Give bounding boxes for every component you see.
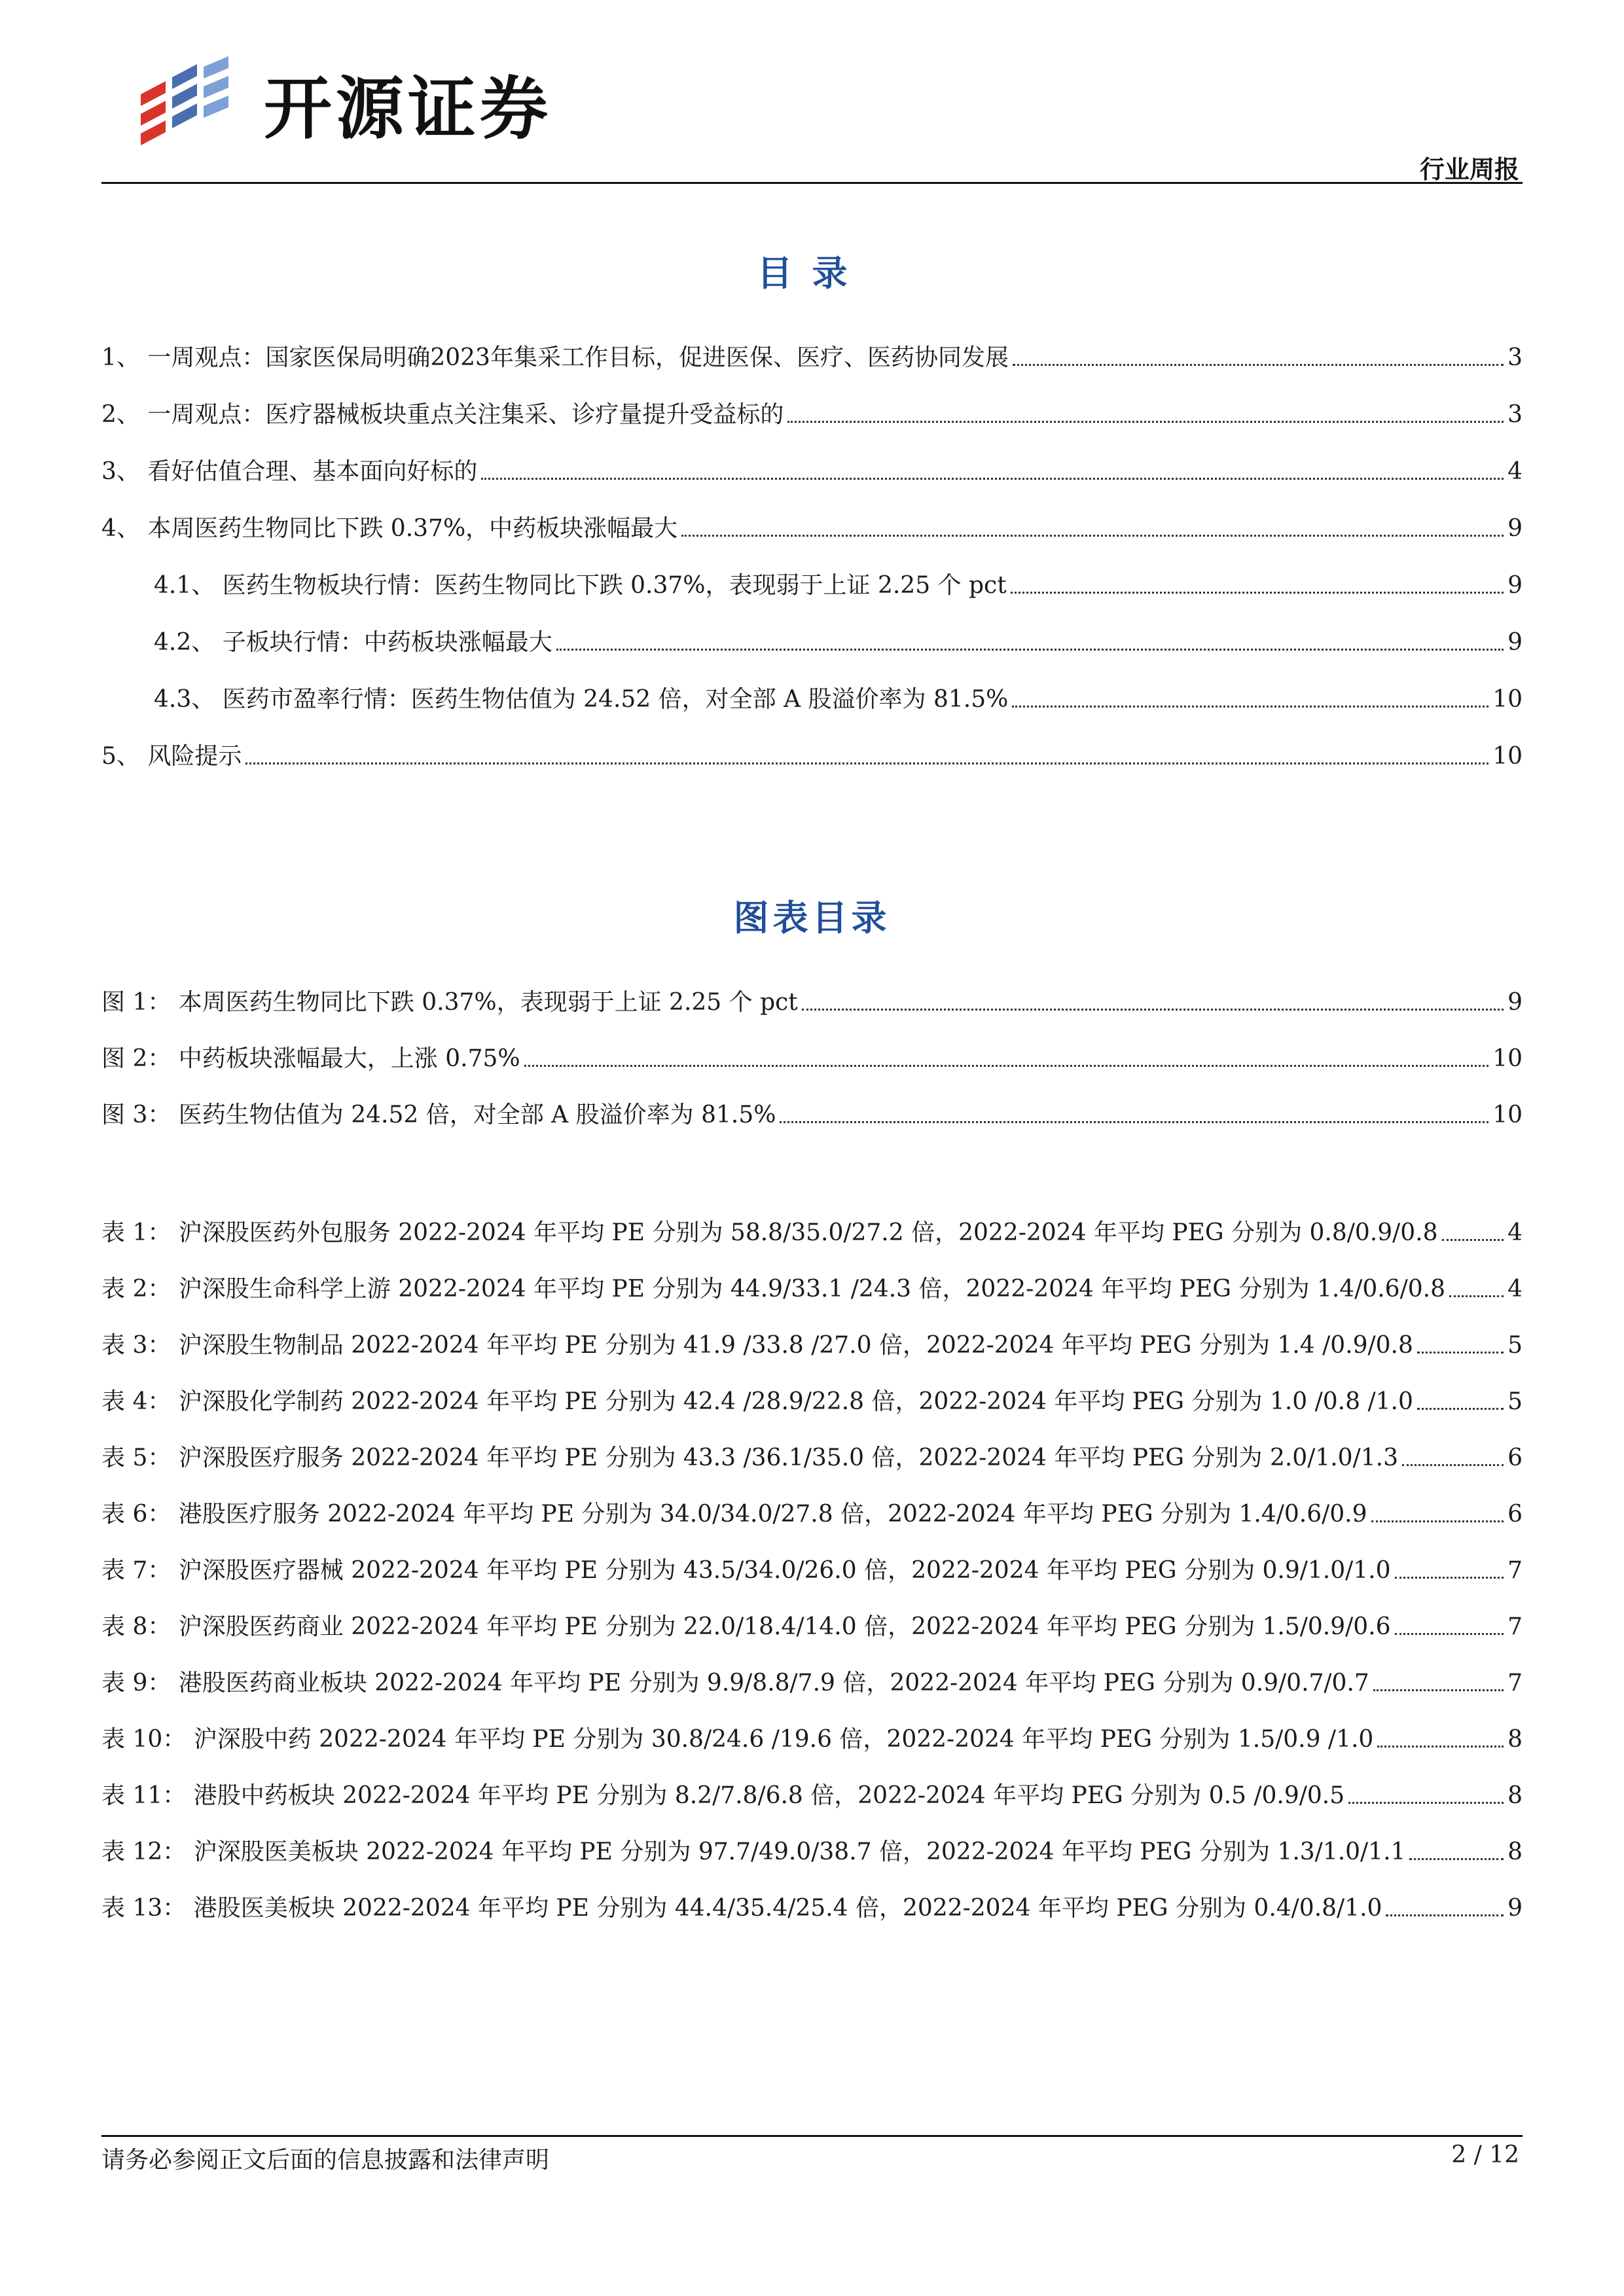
table-entry-label: 表 10： 沪深股中药 2022-2024 年平均 PE 分别为 30.8/24.6 /19.6 倍，2022-2024 年平均 PEG 分别为 1.5/0.9 /1.0: [101, 1726, 1374, 1753]
table-entry-label: 表 3： 沪深股生物制品 2022-2024 年平均 PE 分别为 41.9 /33.8 /27.0 倍，2022-2024 年平均 PEG 分别为 1.4 /0.9/0.8: [101, 1332, 1413, 1359]
table-entry[interactable]: [101, 1884, 1523, 1924]
toc-entry-page: 9: [1507, 515, 1523, 542]
dot-leader: [1013, 364, 1504, 366]
footer-divider: [101, 2135, 1523, 2137]
figure-entry[interactable]: [101, 1035, 1523, 1074]
toc-subentry[interactable]: [154, 619, 1523, 658]
table-entry-label: 表 9： 港股医药商业板块 2022-2024 年平均 PE 分别为 9.9/8.8/7.9 倍，2022-2024 年平均 PEG 分别为 0.9/0.7/0.7: [101, 1670, 1369, 1696]
table-entry[interactable]: [101, 1772, 1523, 1811]
brand-logo: [134, 54, 552, 152]
table-entry-label: 表 6： 港股医疗服务 2022-2024 年平均 PE 分别为 34.0/34.0/27.8 倍，2022-2024 年平均 PEG 分别为 1.4/0.6/0.9: [101, 1501, 1367, 1528]
table-entry-label: 表 12： 沪深股医美板块 2022-2024 年平均 PE 分别为 97.7/49.0/38.7 倍，2022-2024 年平均 PEG 分别为 1.3/1.0/1.1: [101, 1839, 1406, 1865]
logo-text: 开源证券: [264, 69, 552, 149]
table-entry-label: 表 11： 港股中药板块 2022-2024 年平均 PE 分别为 8.2/7.8/6.8 倍，2022-2024 年平均 PEG 分别为 0.5 /0.9/0.5: [101, 1782, 1345, 1809]
toc-entry-label: 4.1、 医药生物板块行情：医药生物同比下跌 0.37%，表现弱于上证 2.25 个 pct: [154, 572, 1007, 599]
toc-entry-page: 3: [1507, 344, 1523, 371]
dot-leader: [1012, 706, 1489, 708]
figure-entry-label: 图 1： 本周医药生物同比下跌 0.37%，表现弱于上证 2.25 个 pct: [101, 989, 798, 1016]
table-entry[interactable]: [101, 1321, 1523, 1361]
dot-leader: [1442, 1239, 1504, 1241]
dot-leader: [1377, 1746, 1504, 1748]
table-entry-page: 8: [1507, 1782, 1523, 1809]
table-entry-page: 4: [1507, 1219, 1523, 1246]
table-entry-label: 表 4： 沪深股化学制药 2022-2024 年平均 PE 分别为 42.4 /28.9/22.8 倍，2022-2024 年平均 PEG 分别为 1.0 /0.8 /1.0: [101, 1388, 1413, 1415]
toc-entry-page: 4: [1507, 458, 1523, 485]
toc-entry-page: 9: [1507, 572, 1523, 599]
dot-leader: [524, 1065, 1489, 1067]
dot-leader: [556, 649, 1504, 651]
dot-leader: [1409, 1858, 1504, 1860]
dot-leader: [1371, 1520, 1504, 1522]
table-entry-page: 4: [1507, 1276, 1523, 1302]
toc-entry-label: 3、 看好估值合理、基本面向好标的: [101, 458, 478, 485]
dot-leader: [681, 535, 1504, 537]
dot-leader: [1011, 592, 1504, 594]
toc-entry[interactable]: [101, 505, 1523, 544]
logo-mark-icon: [134, 54, 245, 152]
figure-entry[interactable]: [101, 1091, 1523, 1130]
toc-entry[interactable]: [101, 391, 1523, 430]
toc-entry-page: 3: [1507, 401, 1523, 428]
dot-leader: [1373, 1689, 1504, 1691]
footer-disclaimer: 请务必参阅正文后面的信息披露和法律声明: [101, 2147, 550, 2174]
toc-entry-label: 4.3、 医药市盈率行情：医药生物估值为 24.52 倍，对全部 A 股溢价率为 81.5%: [154, 686, 1009, 713]
toc-entry[interactable]: [101, 732, 1523, 772]
dot-leader: [245, 762, 1489, 764]
toc-subentry[interactable]: [154, 675, 1523, 715]
table-entry-page: 6: [1507, 1501, 1523, 1528]
toc-title: 目录: [757, 253, 867, 294]
table-entry-page: 8: [1507, 1839, 1523, 1865]
toc-entry-page: 9: [1507, 629, 1523, 656]
table-entry-label: 表 7： 沪深股医疗器械 2022-2024 年平均 PE 分别为 43.5/34.0/26.0 倍，2022-2024 年平均 PEG 分别为 0.9/1.0/1.0: [101, 1557, 1391, 1584]
dot-leader: [1402, 1464, 1504, 1466]
figure-entry-label: 图 3： 医药生物估值为 24.52 倍，对全部 A 股溢价率为 81.5%: [101, 1102, 776, 1128]
report-type: 行业周报: [1419, 155, 1519, 184]
toc-entry-label: 4、 本周医药生物同比下跌 0.37%，中药板块涨幅最大: [101, 515, 678, 542]
table-entry-page: 8: [1507, 1726, 1523, 1753]
toc-entry-label: 1、 一周观点：国家医保局明确2023年集采工作目标，促进医保、医疗、医药协同发展: [101, 344, 1009, 371]
dot-leader: [1395, 1577, 1504, 1579]
table-entry[interactable]: [101, 1547, 1523, 1586]
dot-leader: [1348, 1802, 1504, 1804]
table-entry[interactable]: [101, 1378, 1523, 1417]
table-entry-page: 7: [1507, 1557, 1523, 1584]
table-entry-page: 7: [1507, 1613, 1523, 1640]
table-entry-page: 5: [1507, 1388, 1523, 1415]
toc-entry-page: 10: [1492, 743, 1523, 770]
toc-entry-label: 2、 一周观点：医疗器械板块重点关注集采、诊疗量提升受益标的: [101, 401, 784, 428]
table-entry[interactable]: [101, 1434, 1523, 1473]
figure-entry-page: 10: [1492, 1045, 1523, 1072]
dot-leader: [780, 1121, 1489, 1123]
dot-leader: [481, 478, 1504, 480]
table-entry[interactable]: [101, 1265, 1523, 1304]
figures-title: 图表目录: [733, 897, 891, 939]
toc-entry-label: 4.2、 子板块行情：中药板块涨幅最大: [154, 629, 552, 656]
figure-entry-page: 9: [1507, 989, 1523, 1016]
table-entry[interactable]: [101, 1828, 1523, 1867]
table-entry[interactable]: [101, 1659, 1523, 1698]
figure-entry-label: 图 2： 中药板块涨幅最大，上涨 0.75%: [101, 1045, 520, 1072]
table-entry-page: 7: [1507, 1670, 1523, 1696]
table-entry[interactable]: [101, 1715, 1523, 1755]
dot-leader: [1386, 1914, 1504, 1916]
dot-leader: [1417, 1352, 1504, 1354]
dot-leader: [787, 421, 1504, 423]
header-divider: [101, 182, 1523, 184]
table-entry[interactable]: [101, 1490, 1523, 1530]
toc-entry[interactable]: [101, 334, 1523, 373]
table-entry-label: 表 2： 沪深股生命科学上游 2022-2024 年平均 PE 分别为 44.9/33.1 /24.3 倍，2022-2024 年平均 PEG 分别为 1.4/0.6/0.8: [101, 1276, 1445, 1302]
table-entry[interactable]: [101, 1603, 1523, 1642]
table-entry-label: 表 8： 沪深股医药商业 2022-2024 年平均 PE 分别为 22.0/18.4/14.0 倍，2022-2024 年平均 PEG 分别为 1.5/0.9/0.6: [101, 1613, 1391, 1640]
table-entry-page: 5: [1507, 1332, 1523, 1359]
table-entry-page: 9: [1507, 1895, 1523, 1922]
dot-leader: [802, 1009, 1504, 1011]
table-entry-label: 表 1： 沪深股医药外包服务 2022-2024 年平均 PE 分别为 58.8/35.0/27.2 倍，2022-2024 年平均 PEG 分别为 0.8/0.9/0.8: [101, 1219, 1438, 1246]
dot-leader: [1417, 1408, 1504, 1410]
toc-entry-label: 5、 风险提示: [101, 743, 242, 770]
table-entry[interactable]: [101, 1209, 1523, 1248]
toc-entry-page: 10: [1492, 686, 1523, 713]
table-entry-label: 表 13： 港股医美板块 2022-2024 年平均 PE 分别为 44.4/35.4/25.4 倍，2022-2024 年平均 PEG 分别为 0.4/0.8/1.0: [101, 1895, 1382, 1922]
table-entry-page: 6: [1507, 1444, 1523, 1471]
table-entry-label: 表 5： 沪深股医疗服务 2022-2024 年平均 PE 分别为 43.3 /36.1/35.0 倍，2022-2024 年平均 PEG 分别为 2.0/1.0/1.3: [101, 1444, 1398, 1471]
dot-leader: [1449, 1295, 1504, 1297]
toc-subentry[interactable]: [154, 562, 1523, 601]
page-number: 2 / 12: [1451, 2142, 1519, 2168]
toc-entry[interactable]: [101, 448, 1523, 487]
figure-entry-page: 10: [1492, 1102, 1523, 1128]
dot-leader: [1395, 1633, 1504, 1635]
figure-entry[interactable]: [101, 978, 1523, 1018]
